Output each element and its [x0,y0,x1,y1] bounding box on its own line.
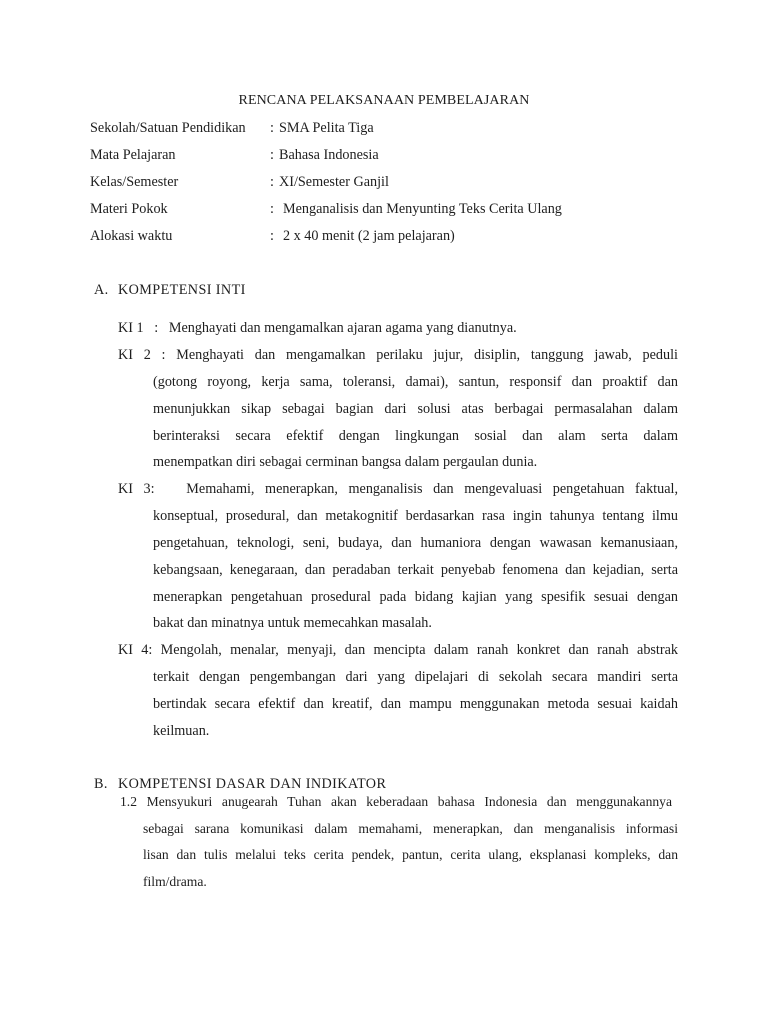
identity-colon: : [270,174,274,190]
identity-value: Menganalisis dan Menyunting Teks Cerita Ulang [283,201,562,217]
ki-line: (gotong royong, kerja sama, toleransi, damai), santun, responsif dan proaktif dan [153,374,678,390]
identity-colon: : [270,147,274,163]
identity-label: Kelas/Semester [90,174,179,190]
ki-line: kebangsaan, kenegaraan, dan peradaban terkait penyebab fenomena dan kejadian, serta [153,562,678,578]
ki-line: terkait dengan pengembangan dari yang dipelajari di sekolah secara mandiri serta [153,669,678,685]
section-letter: A. [94,282,109,298]
ki-line: menunjukkan sikap sebagai bagian dari solusi atas berbagai permasalahan dalam [153,401,678,417]
section-a-heading [94,282,246,299]
identity-label: Materi Pokok [90,201,168,217]
ki-line: keilmuan. [153,723,210,739]
identity-label: Sekolah/Satuan Pendidikan [90,120,246,136]
ki-line: menerapkan pengetahuan prosedural pada bidang kajian yang spesifik sesuai dengan [153,589,678,605]
kd-line: film/drama. [143,874,207,889]
ki-line: berinteraksi secara efektif dengan lingkungan sosial dan alam serta dalam [153,428,678,444]
identity-value: SMA Pelita Tiga [279,120,374,136]
identity-colon: : [270,228,274,244]
ki-line: bakat dan minatnya untuk memecahkan masalah. [153,615,432,631]
kd-line: lisan dan tulis melalui teks cerita pendek, pantun, cerita ulang, eksplanasi kompleks, dan [143,847,678,862]
ki-line: menempatkan diri sebagai cerminan bangsa dalam pergaulan dunia. [153,454,538,470]
document-title: RENCANA PELAKSANAAN PEMBELAJARAN [238,93,530,108]
section-title: KOMPETENSI DASAR DAN INDIKATOR [118,776,387,792]
identity-colon: : [270,201,274,217]
identity-label: Alokasi waktu [90,228,173,244]
section-letter: B. [94,776,108,792]
ki-line: KI 2 : Menghayati dan mengamalkan perilaku jujur, disiplin, tanggung jawab, peduli [118,347,678,363]
ki-line: KI 4: Mengolah, menalar, menyaji, dan mencipta dalam ranah konkret dan ranah abstrak [118,642,678,658]
identity-colon: : [270,120,274,136]
ki-line: konseptual, prosedural, dan metakognitif berdasarkan rasa ingin tahunya tentang ilmu [153,508,678,524]
identity-value: Bahasa Indonesia [279,147,379,163]
kd-line: sebagai sarana komunikasi dalam memahami, menerapkan, dan menganalisis informasi [143,821,678,836]
ki-line: bertindak secara efektif dan kreatif, dan mampu menggunakan metoda sesuai kaidah [153,696,678,712]
identity-value: XI/Semester Ganjil [279,174,389,190]
ki-line: KI 1 : Menghayati dan mengamalkan ajaran agama yang dianutnya. [118,320,517,336]
section-title: KOMPETENSI INTI [118,282,246,298]
ki-line: KI 3: Memahami, menerapkan, menganalisis dan mengevaluasi pengetahuan faktual, [118,481,678,497]
identity-value: 2 x 40 menit (2 jam pelajaran) [283,228,455,244]
ki-line: pengetahuan, teknologi, seni, budaya, dan humaniora dengan wawasan kemanusiaan, [153,535,678,551]
section-b-heading [94,776,386,793]
kd-line: 1.2 Mensyukuri anugearah Tuhan akan keberadaan bahasa Indonesia dan menggunakannya [120,794,672,809]
identity-label: Mata Pelajaran [90,147,176,163]
